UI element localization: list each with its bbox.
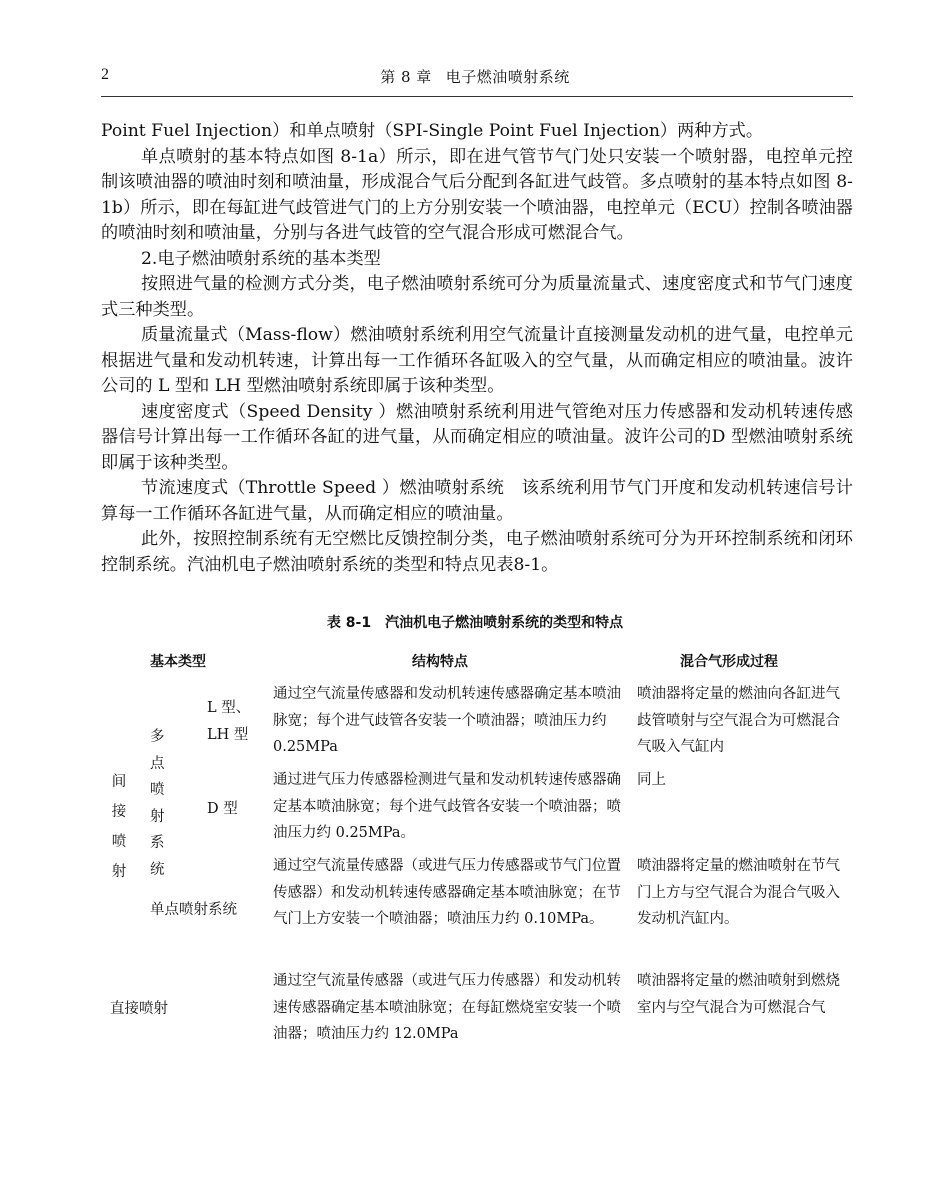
paragraph: Point Fuel Injection）和单点喷射（SPI-Single Point Fuel Injection）两种方式。: [101, 121, 764, 141]
type-d: D 型: [207, 801, 238, 817]
paragraph: 质量流量式（Mass-flow）燃油喷射系统利用空气流量计直接测量发动机的进气量，电控单元根据进气量和发动机转速，计算出每一工作循环各缸吸入的空气量，从而确定相应的喷油量。波许公司的 L 型和 LH 型燃油喷射系统即属于该种类型。: [101, 325, 853, 396]
col-header-basic-type: 基本类型: [150, 654, 206, 670]
type-l-lh: L 型、LH 型: [207, 700, 251, 743]
type-direct: 直接喷射: [110, 1001, 168, 1017]
paragraph: 按照进气量的检测方式分类，电子燃油喷射系统可分为质量流量式、速度密度式和节气门速度式三种类型。: [101, 274, 853, 320]
col-header-structure: 结构特点: [412, 654, 468, 670]
structure-cell: 通过空气流量传感器（或进气压力传感器）和发动机转速传感器确定基本喷油脉宽；在每缸燃烧室安装一个喷油器；喷油压力约 12.0MPa: [273, 973, 621, 1042]
mixture-cell: 喷油器将定量的燃油向各缸进气歧管喷射与空气混合为可燃混合气吸入气缸内: [637, 686, 840, 755]
page-number: 2: [101, 66, 109, 83]
mixture-cell: 喷油器将定量的燃油喷射在节气门上方与空气混合为混合气吸入发动机汽缸内。: [637, 858, 840, 927]
paragraph: 此外，按照控制系统有无空燃比反馈控制分类，电子燃油喷射系统可分为开环控制系统和闭环控制系统。汽油机电子燃油喷射系统的类型和特点见表8-1。: [101, 529, 853, 575]
subgroup-multipoint: 多点喷射系统: [150, 729, 179, 878]
running-header: [0, 66, 950, 87]
mixture-cell: 同上: [637, 772, 666, 788]
chapter-label: 第 8 章: [380, 68, 432, 86]
col-header-mixture: 混合气形成过程: [680, 654, 778, 670]
mixture-cell: 喷油器将定量的燃油喷射到燃烧室内与空气混合为可燃混合气: [637, 973, 840, 1016]
table-caption: [0, 612, 950, 632]
header-rule: [101, 96, 853, 97]
structure-cell: 通过空气流量传感器（或进气压力传感器或节气门位置传感器）和发动机转速传感器确定基本喷油脉宽；在节气门上方安装一个喷油器；喷油压力约 0.10MPa。: [273, 858, 621, 927]
structure-cell: 通过空气流量传感器和发动机转速传感器确定基本喷油脉宽；每个进气歧管各安装一个喷油器；喷油压力约0.25MPa: [273, 686, 621, 755]
chapter-title: 电子燃油喷射系统: [445, 68, 570, 86]
body-text: [101, 119, 853, 578]
paragraph: 单点喷射的基本特点如图 8-1a）所示，即在进气管节气门处只安装一个喷射器，电控单元控制该喷油器的喷油时刻和喷油量，形成混合气后分配到各缸进气歧管。多点喷射的基本特点如图 8-1b）所示，即在每缸进气歧管进气门的上方分别安装一个喷油器，电控单元（ECU）控制各喷油器的喷油时刻和喷油量，分别与各进气歧管的空气混合形成可燃混合气。: [101, 146, 853, 243]
paragraph: 节流速度式（Throttle Speed ）燃油喷射系统 该系统利用节气门开度和发动机转速信号计算每一工作循环各缸进气量，从而确定相应的喷油量。: [101, 478, 853, 524]
structure-cell: 通过进气压力传感器检测进气量和发动机转速传感器确定基本喷油脉宽；每个进气歧管各安装一个喷油器；喷油压力约 0.25MPa。: [273, 772, 621, 841]
type-single-point: 单点喷射系统: [150, 902, 237, 918]
section-heading: 2.电子燃油喷射系统的基本类型: [141, 248, 381, 269]
table-caption-title: 汽油机电子燃油喷射系统的类型和特点: [385, 615, 624, 631]
paragraph: 速度密度式（Speed Density ）燃油喷射系统利用进气管绝对压力传感器和发动机转速传感器信号计算出每一工作循环各缸的进气量，从而确定相应的喷油量。波许公司的D 型燃油喷射系统即属于该种类型。: [101, 401, 853, 473]
group-indirect-injection: 间接喷射: [111, 774, 127, 880]
table-caption-label: 表 8-1: [326, 615, 372, 631]
